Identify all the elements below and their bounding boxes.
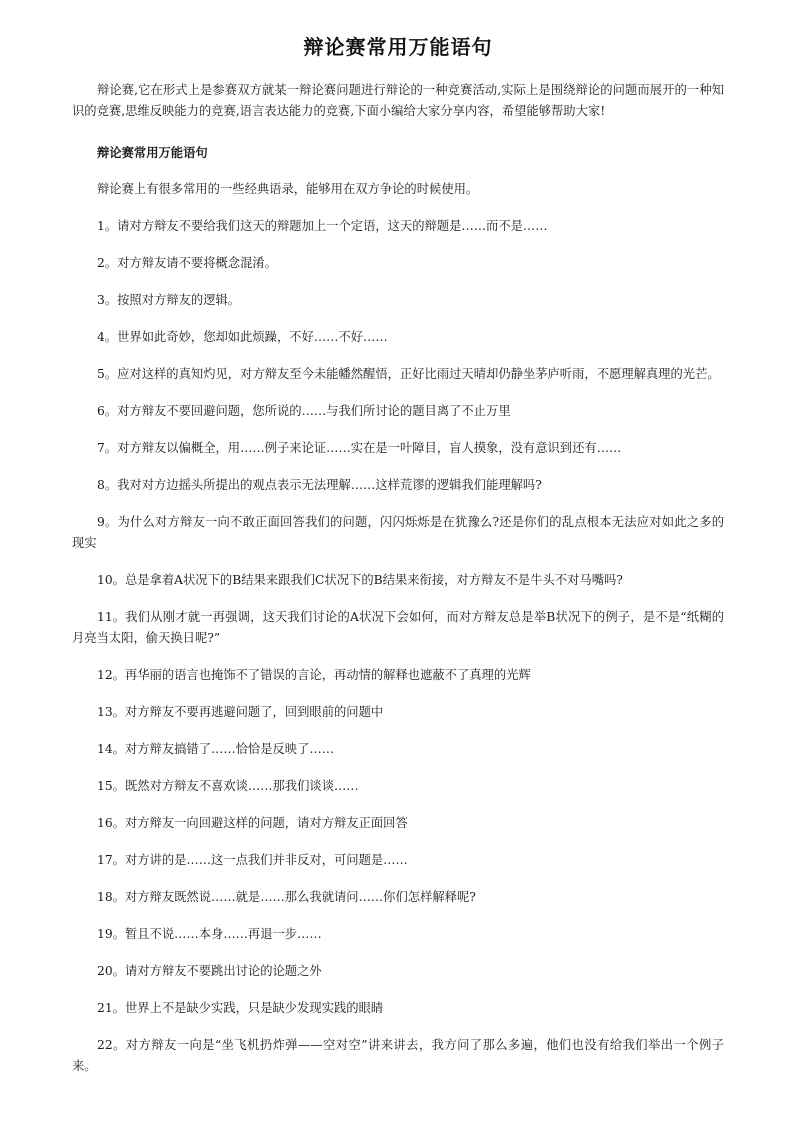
list-item: 3。按照对方辩友的逻辑。 (97, 293, 241, 307)
list-item: 5。应对这样的真知灼见，对方辩友至今未能幡然醒悟，正好比雨过天晴却仍静坐茅庐听雨，不愿理解真理的光芒。 (97, 367, 720, 381)
list-item: 9。为什么对方辩友一向不敢正面回答我们的问题，闪闪烁烁是在犹豫么?还是你们的乱点根本无法应对如此之多的现实 (72, 515, 724, 550)
phrase-list (72, 216, 724, 1077)
list-item: 14。对方辩友搞错了……恰恰是反映了…… (97, 742, 334, 756)
list-item: 4。世界如此奇妙，您却如此烦躁，不好……不好…… (97, 330, 388, 344)
lead-paragraph: 辩论赛上有很多常用的一些经典语录，能够用在双方争论的时候使用。 (97, 182, 479, 196)
list-item: 13。对方辩友不要再逃避问题了，回到眼前的问题中 (97, 705, 384, 719)
list-item: 6。对方辩友不要回避问题，您所说的……与我们所讨论的题目离了不止万里 (97, 404, 511, 418)
list-item: 21。世界上不是缺少实践，只是缺少发现实践的眼睛 (97, 1001, 384, 1015)
intro-paragraph: 辩论赛,它在形式上是参赛双方就某一辩论赛问题进行辩论的一种竞赛活动,实际上是围绕辩论的问题而展开的一种知识的竞赛,思维反映能力的竞赛,语言表达能力的竞赛,下面小编给大家分享内容，希望能够帮助大家! (72, 83, 724, 118)
list-item: 18。对方辩友既然说……就是……那么我就请问……你们怎样解释呢? (97, 890, 476, 904)
list-item: 16。对方辩友一向回避这样的问题，请对方辩友正面回答 (97, 816, 408, 830)
list-item: 20。请对方辩友不要跳出讨论的论题之外 (97, 964, 322, 978)
list-item: 11。我们从刚才就一再强调，这天我们讨论的A状况下会如何，而对方辩友总是举B状况下的例子，是不是“纸糊的月亮当太阳，偷天换日呢?” (72, 610, 724, 645)
list-item: 22。对方辩友一向是“坐飞机扔炸弹——空对空”讲来讲去，我方问了那么多遍，他们也没有给我们举出一个例子来。 (72, 1038, 724, 1073)
list-item: 8。我对对方边摇头所提出的观点表示无法理解……这样荒谬的逻辑我们能理解吗? (97, 478, 542, 492)
list-item: 1。请对方辩友不要给我们这天的辩题加上一个定语，这天的辩题是……而不是…… (97, 219, 548, 233)
section-heading: 辩论赛常用万能语句 (97, 145, 208, 160)
list-item: 10。总是拿着A状况下的B结果来跟我们C状况下的B结果来衔接，对方辩友不是牛头不对马嘴吗? (97, 573, 623, 587)
list-item: 15。既然对方辩友不喜欢谈……那我们谈谈…… (97, 779, 359, 793)
list-item: 17。对方讲的是……这一点我们并非反对，可问题是…… (97, 853, 408, 867)
list-item: 7。对方辩友以偏概全，用……例子来论证……实在是一叶障目，盲人摸象，没有意识到还有…… (97, 441, 622, 455)
list-item: 19。暂且不说……本身……再退一步…… (97, 927, 322, 941)
page-title: 辩论赛常用万能语句 (303, 35, 493, 59)
list-item: 12。再华丽的语言也掩饰不了错误的言论，再动情的解释也遮蔽不了真理的光辉 (97, 668, 531, 682)
list-item: 2。对方辩友请不要将概念混淆。 (97, 256, 277, 270)
